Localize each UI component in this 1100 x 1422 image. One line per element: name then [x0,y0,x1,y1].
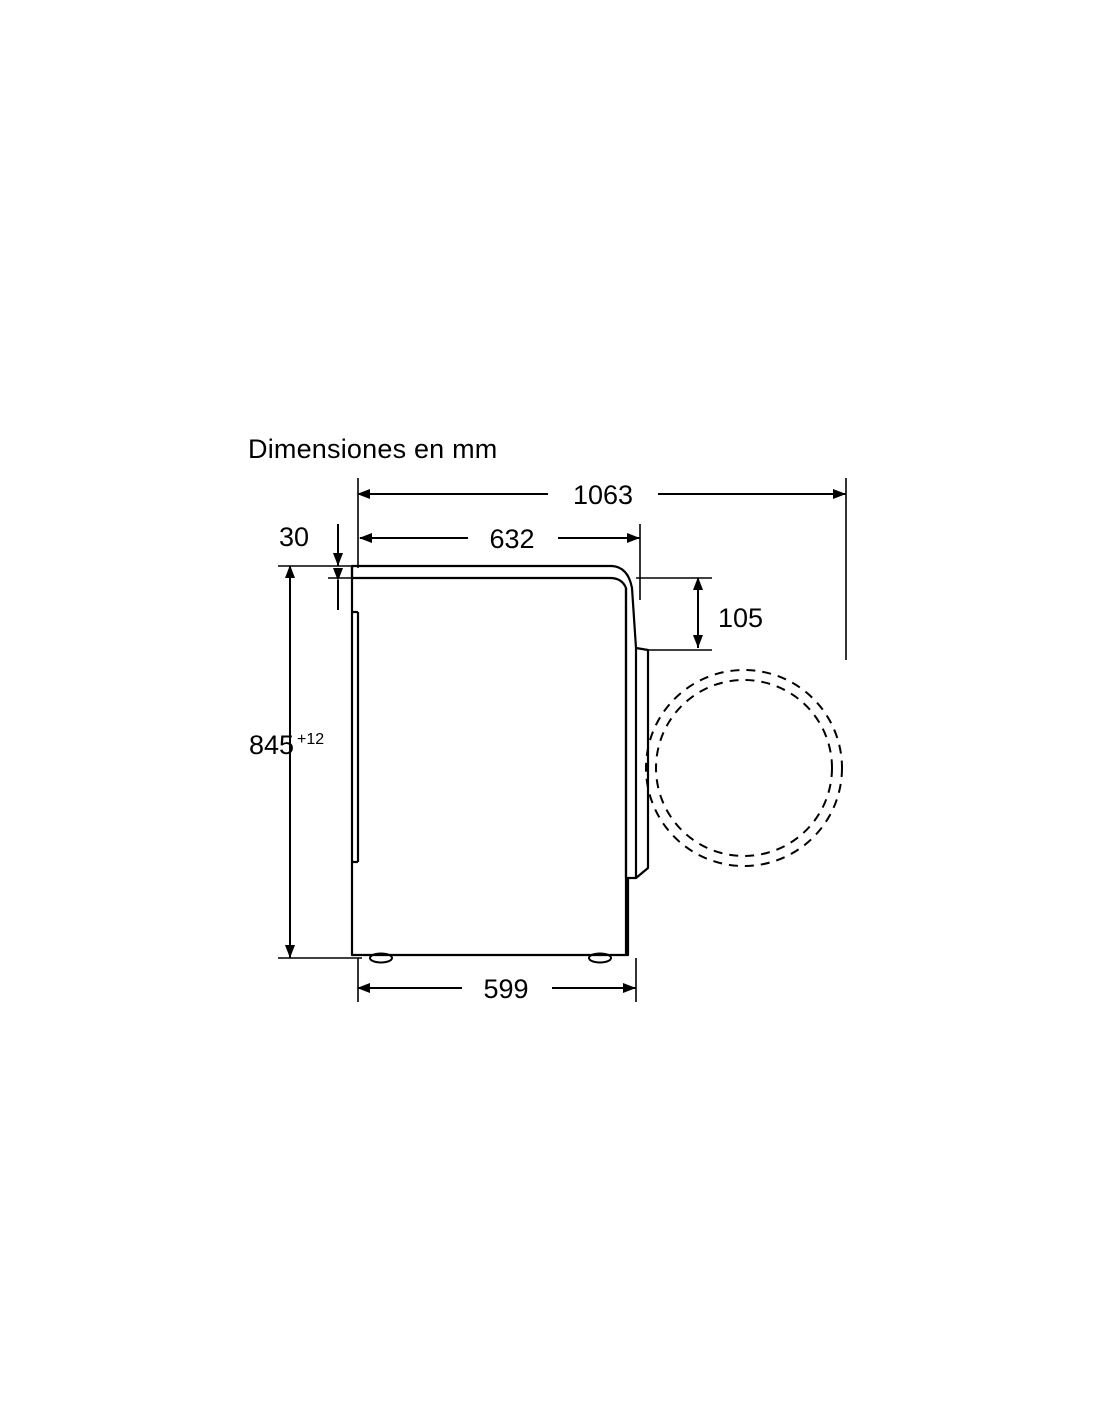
dimension-door-offset [636,578,712,650]
dimension-top-offset [328,524,352,610]
door-swing-dashed-circles [646,670,842,866]
dimension-label-base-depth: 599 [483,974,529,1004]
appliance-body-outline [352,566,648,955]
dimension-label-total-depth: 1063 [572,480,634,510]
dimension-label-door-offset: 105 [718,603,764,633]
dimension-label-height: 845 [249,730,295,760]
diagram-title: Dimensiones en mm [248,434,498,464]
dimension-label-top-offset: 30 [278,522,310,552]
dimension-label-height-tolerance: +12 [297,731,325,748]
dimension-height [278,566,362,958]
dimension-label-body-depth: 632 [489,524,535,554]
